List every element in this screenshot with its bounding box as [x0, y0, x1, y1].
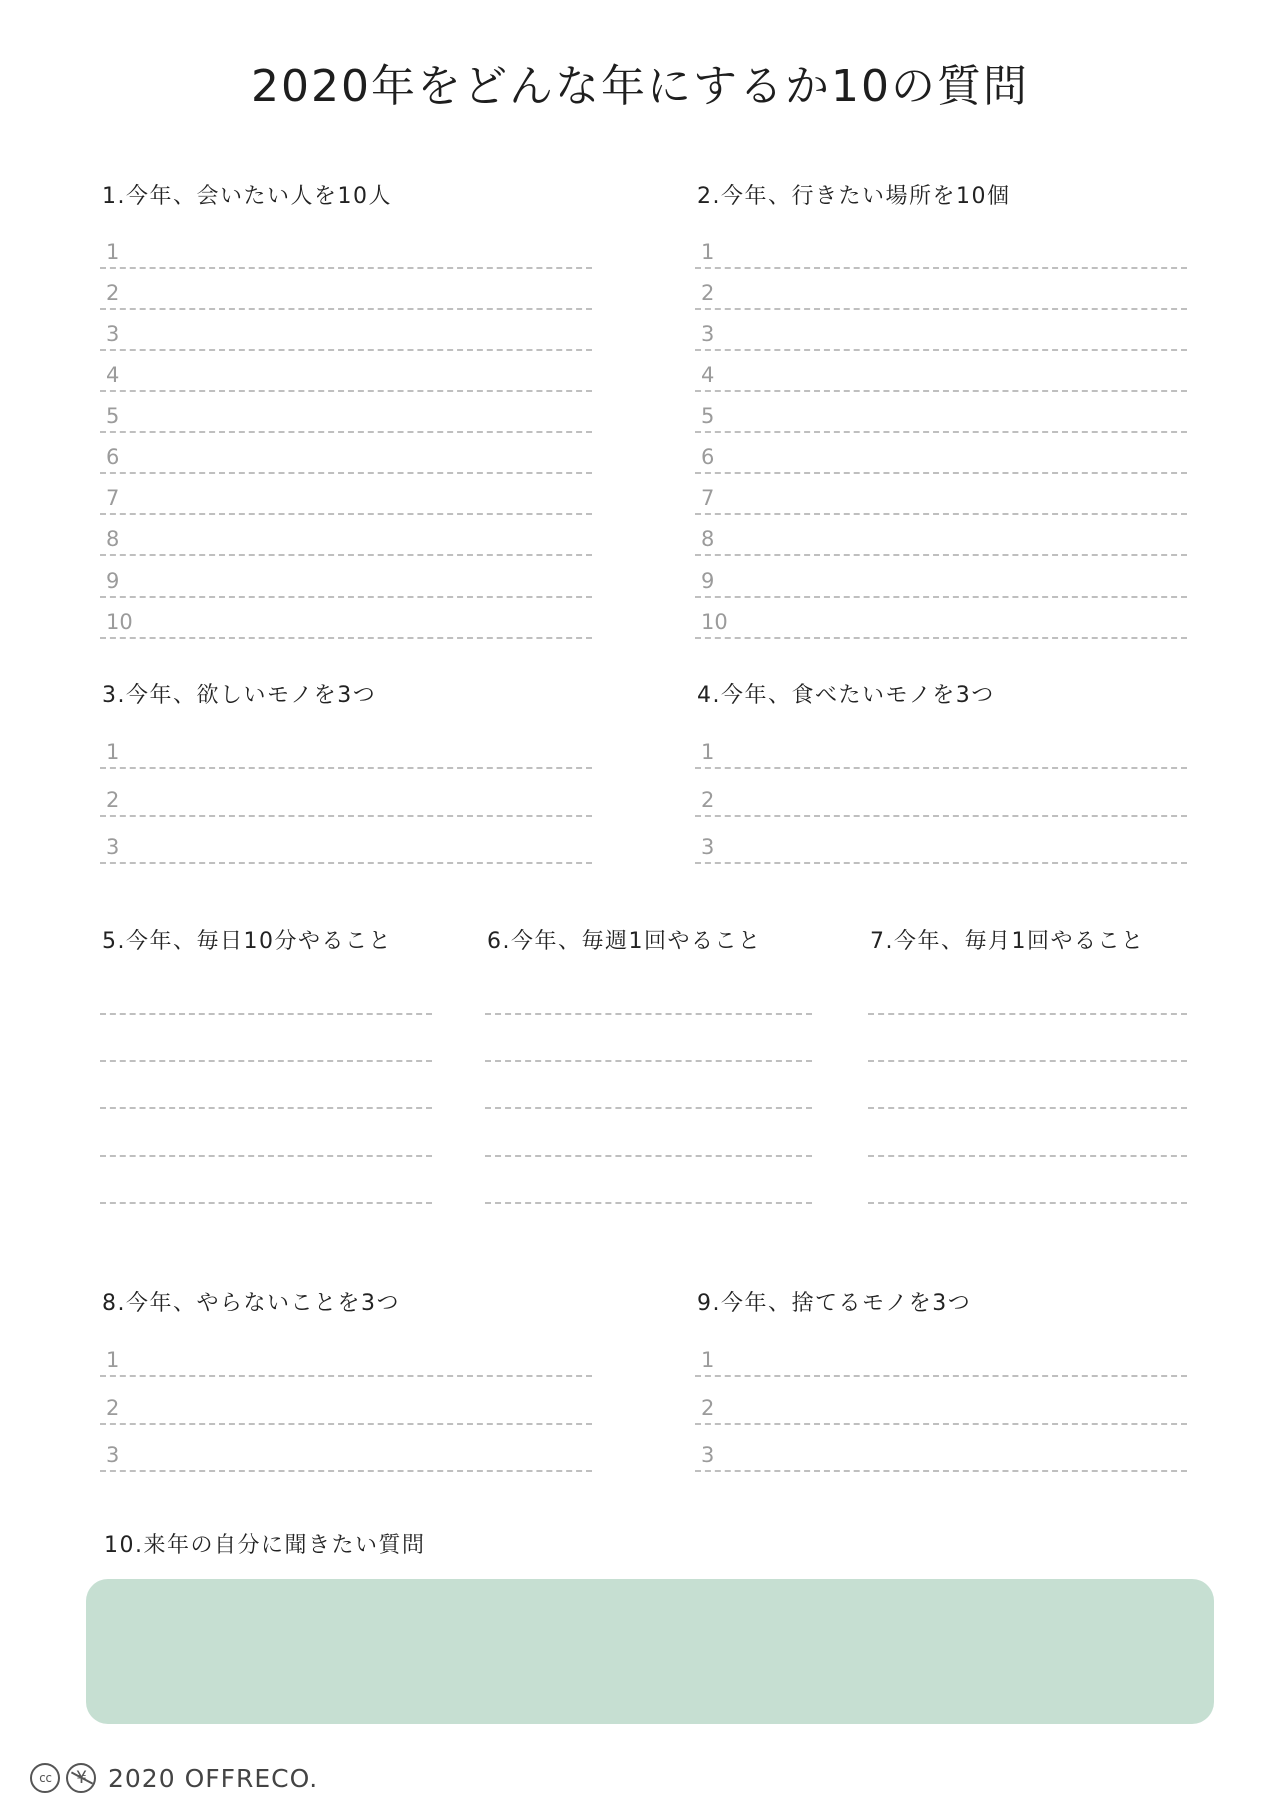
answer-line[interactable]	[100, 1470, 592, 1472]
line-number: 3	[106, 322, 120, 346]
section-title: 3.今年、欲しいモノを3つ	[102, 683, 377, 708]
answer-line[interactable]	[695, 596, 1187, 598]
answer-line[interactable]	[100, 1013, 432, 1015]
line-number: 1	[106, 740, 120, 764]
answer-line[interactable]	[695, 637, 1187, 639]
answer-line[interactable]	[100, 637, 592, 639]
answer-line[interactable]	[100, 1375, 592, 1377]
answer-line[interactable]	[485, 1060, 812, 1062]
answer-line[interactable]	[100, 472, 592, 474]
answer-line[interactable]	[100, 1155, 432, 1157]
line-number: 5	[106, 404, 120, 428]
answer-line[interactable]	[100, 862, 592, 864]
answer-line[interactable]	[695, 513, 1187, 515]
line-number: 3	[701, 322, 715, 346]
answer-line[interactable]	[100, 1202, 432, 1204]
line-number: 2	[701, 281, 715, 305]
line-number: 10	[106, 610, 133, 634]
section-title: 7.今年、毎月1回やること	[870, 929, 1145, 954]
answer-line[interactable]	[695, 862, 1187, 864]
answer-line[interactable]	[695, 1375, 1187, 1377]
answer-line[interactable]	[695, 349, 1187, 351]
answer-line[interactable]	[695, 390, 1187, 392]
line-number: 1	[701, 740, 715, 764]
copyright-text: 2020 OFFRECO.	[108, 1763, 319, 1793]
footer	[30, 1760, 318, 1796]
answer-line[interactable]	[868, 1013, 1187, 1015]
line-number: 3	[106, 835, 120, 859]
answer-line[interactable]	[100, 349, 592, 351]
answer-line[interactable]	[100, 513, 592, 515]
answer-line[interactable]	[100, 308, 592, 310]
line-number: 9	[106, 569, 120, 593]
answer-line[interactable]	[100, 390, 592, 392]
answer-line[interactable]	[868, 1155, 1187, 1157]
line-number: 3	[701, 835, 715, 859]
answer-line[interactable]	[695, 267, 1187, 269]
answer-line[interactable]	[100, 431, 592, 433]
answer-line[interactable]	[100, 1060, 432, 1062]
line-number: 1	[106, 240, 120, 264]
line-number: 7	[701, 486, 715, 510]
section-title: 4.今年、食べたいモノを3つ	[697, 683, 995, 708]
line-number: 4	[106, 363, 120, 387]
line-number: 2	[701, 788, 715, 812]
line-number: 8	[701, 527, 715, 551]
answer-line[interactable]	[868, 1107, 1187, 1109]
section-title: 1.今年、会いたい人を10人	[102, 184, 392, 209]
answer-line[interactable]	[485, 1155, 812, 1157]
answer-box-question-10[interactable]	[86, 1579, 1214, 1724]
answer-line[interactable]	[100, 267, 592, 269]
answer-line[interactable]	[695, 308, 1187, 310]
answer-line[interactable]	[695, 1470, 1187, 1472]
answer-line[interactable]	[695, 1423, 1187, 1425]
section-title: 5.今年、毎日10分やること	[102, 929, 392, 954]
answer-line[interactable]	[695, 767, 1187, 769]
line-number: 3	[106, 1443, 120, 1467]
line-number: 6	[106, 445, 120, 469]
section-title: 6.今年、毎週1回やること	[487, 929, 762, 954]
cc-icon: cc	[30, 1763, 60, 1793]
line-number: 2	[701, 1396, 715, 1420]
answer-line[interactable]	[100, 1107, 432, 1109]
line-number: 9	[701, 569, 715, 593]
page-title: 2020年をどんな年にするか10の質問	[251, 61, 1029, 112]
line-number: 1	[106, 1348, 120, 1372]
answer-line[interactable]	[695, 431, 1187, 433]
answer-line[interactable]	[100, 1423, 592, 1425]
yen-glyph: ¥	[76, 1768, 86, 1788]
line-number: 3	[701, 1443, 715, 1467]
answer-line[interactable]	[868, 1060, 1187, 1062]
section-title: 10.来年の自分に聞きたい質問	[104, 1533, 426, 1558]
line-number: 6	[701, 445, 715, 469]
answer-line[interactable]	[100, 767, 592, 769]
answer-line[interactable]	[485, 1013, 812, 1015]
section-title: 9.今年、捨てるモノを3つ	[697, 1291, 972, 1316]
answer-line[interactable]	[695, 554, 1187, 556]
answer-line[interactable]	[485, 1107, 812, 1109]
line-number: 2	[106, 281, 120, 305]
answer-line[interactable]	[868, 1202, 1187, 1204]
line-number: 1	[701, 240, 715, 264]
answer-line[interactable]	[695, 815, 1187, 817]
answer-line[interactable]	[485, 1202, 812, 1204]
line-number: 2	[106, 788, 120, 812]
line-number: 5	[701, 404, 715, 428]
answer-line[interactable]	[100, 596, 592, 598]
noncommercial-yen-icon	[66, 1763, 96, 1793]
line-number: 8	[106, 527, 120, 551]
section-title: 8.今年、やらないことを3つ	[102, 1291, 400, 1316]
line-number: 4	[701, 363, 715, 387]
answer-line[interactable]	[695, 472, 1187, 474]
line-number: 1	[701, 1348, 715, 1372]
answer-line[interactable]	[100, 815, 592, 817]
line-number: 7	[106, 486, 120, 510]
line-number: 2	[106, 1396, 120, 1420]
answer-line[interactable]	[100, 554, 592, 556]
section-title: 2.今年、行きたい場所を10個	[697, 184, 1011, 209]
line-number: 10	[701, 610, 728, 634]
